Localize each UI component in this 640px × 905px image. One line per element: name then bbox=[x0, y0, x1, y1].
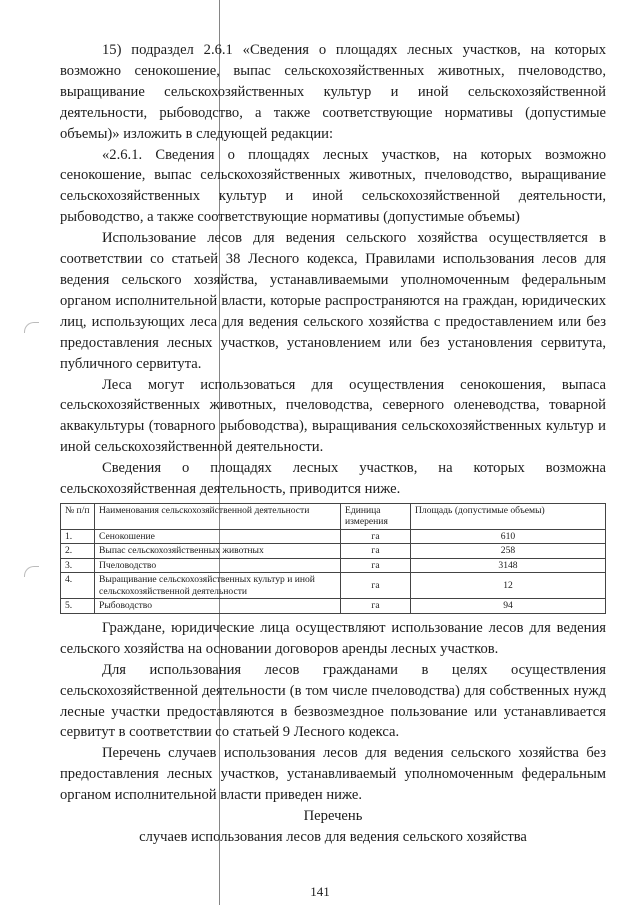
cell-area: 610 bbox=[411, 529, 606, 544]
table-row bbox=[61, 529, 606, 544]
cell-num: 2. bbox=[61, 544, 95, 559]
cell-unit: га bbox=[341, 529, 411, 544]
table-row bbox=[61, 544, 606, 559]
cell-unit: га bbox=[341, 558, 411, 573]
cell-area: 94 bbox=[411, 599, 606, 614]
header-num: № п/п bbox=[61, 503, 95, 529]
binder-hole-mark bbox=[24, 322, 39, 333]
cell-unit: га bbox=[341, 544, 411, 559]
header-unit: Единица измерения bbox=[341, 503, 411, 529]
cell-activity: Выпас сельскохозяйственных животных bbox=[95, 544, 341, 559]
cell-activity: Выращивание сельскохозяйственных культур и иной сельскохозяйственной деятельности bbox=[95, 573, 341, 599]
list-title: Перечень bbox=[303, 808, 363, 825]
cell-unit: га bbox=[341, 599, 411, 614]
table-row bbox=[61, 599, 606, 614]
cell-unit: га bbox=[341, 573, 411, 599]
paragraph-list-intro: Перечень случаев использования лесов для ведения сельского хозяйства без предоставления лесных участков, устанавливаемый уполномоченным федеральным органом исполнительной власти приведен ниже. bbox=[60, 745, 606, 804]
document-body bbox=[60, 40, 606, 848]
cell-num: 1. bbox=[61, 529, 95, 544]
cell-area: 258 bbox=[411, 544, 606, 559]
paragraph-free-use: Для использования лесов гражданами в целях осуществления сельскохозяйственной деятельности (в том числе пчеловодства) для собственных нужд лесные участки предоставляются в безвозмездное пользование или устанавливается сервитут в соответствии со статьей 9 Лесного кодекса. bbox=[60, 661, 606, 741]
paragraph-lease-basis: Граждане, юридические лица осуществляют использование лесов для ведения сельского хозяйства на основании договоров аренды лесных участков. bbox=[60, 619, 606, 657]
paragraph-permitted-uses: Леса могут использоваться для осуществления сенокошения, выпаса сельскохозяйственных животных, пчеловодства, северного оленеводства, товарной аквакультуры (товарного рыбоводства), выращивания сельскохозяйственных культур и иной сельскохозяйственной деятельности. bbox=[60, 376, 606, 456]
cell-activity: Пчеловодство bbox=[95, 558, 341, 573]
cell-activity: Сенокошение bbox=[95, 529, 341, 544]
binder-hole-mark bbox=[24, 566, 39, 577]
table-row bbox=[61, 558, 606, 573]
list-subtitle: случаев использования лесов для ведения сельского хозяйства bbox=[139, 829, 527, 845]
paragraph-table-intro: Сведения о площадях лесных участков, на которых возможна сельскохозяйственная деятельность, приводится ниже. bbox=[60, 460, 606, 498]
page-number: 141 bbox=[310, 884, 330, 899]
cell-activity: Рыбоводство bbox=[95, 599, 341, 614]
cell-num: 3. bbox=[61, 558, 95, 573]
cell-area: 12 bbox=[411, 573, 606, 599]
table-header-row bbox=[61, 503, 606, 529]
cell-num: 4. bbox=[61, 573, 95, 599]
paragraph-section-heading: «2.6.1. Сведения о площадях лесных участков, на которых возможно сенокошение, выпас сельскохозяйственных животных, пчеловодство, выращивание сельскохозяйственных культур и иной сельскохозяйственной деятельности, рыбоводство, а также соответствующие нормативы (допустимые объемы) bbox=[60, 146, 606, 226]
paragraph-legal-basis: Использование лесов для ведения сельского хозяйства осуществляется в соответствии со статьей 38 Лесного кодекса, Правилами использования лесов для ведения сельского хозяйства, устанавливаемыми уполномоченным федеральным органом исполнительной власти, которые распространяются на граждан, юридических лиц, использующих леса для ведения сельского хозяйства с предоставлением или без предоставления лесных участков, установлением или без установления сервитута, публичного сервитута. bbox=[60, 230, 606, 372]
cell-area: 3148 bbox=[411, 558, 606, 573]
cell-num: 5. bbox=[61, 599, 95, 614]
header-area: Площадь (допустимые объемы) bbox=[411, 503, 606, 529]
table-row bbox=[61, 573, 606, 599]
paragraph-subsection-15: 15) подраздел 2.6.1 «Сведения о площадях лесных участков, на которых возможно сенокошение, выпас сельскохозяйственных животных, пчеловодство, выращивание сельскохозяйственных культур и иной сельскохозяйственной деятельности, рыбоводство, а также соответствующие нормативы (допустимые объемы)» изложить в следующей редакции: bbox=[60, 42, 606, 142]
agriculture-areas-table bbox=[60, 503, 606, 614]
header-activity: Наименования сельскохозяйственной деятельности bbox=[95, 503, 341, 529]
